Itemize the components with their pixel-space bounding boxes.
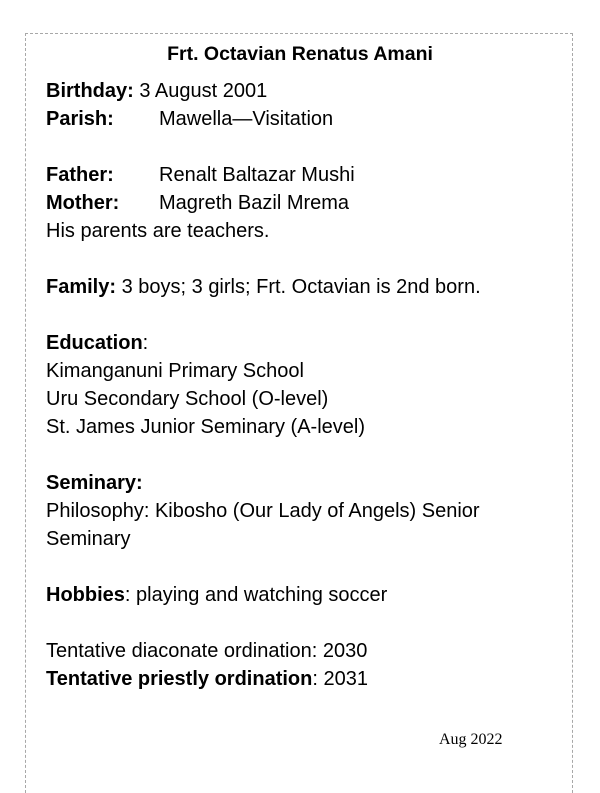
parish-row [46,105,566,133]
priestly-label: Tentative priestly ordination [46,668,313,690]
parents-note: His parents are teachers. [46,220,270,242]
birthday-label: Birthday: [46,80,134,102]
profile-card [25,33,573,793]
mother-row [46,189,566,217]
mother-value: Magreth Bazil Mrema [159,192,350,214]
father-value: Renalt Baltazar Mushi [159,164,355,186]
priestly-ordination-row [46,665,566,693]
education-label: Education [46,332,143,354]
spacer [46,441,566,469]
birthday-value: 3 August 2001 [139,80,268,102]
father-label: Father: [46,164,114,186]
family-value: 3 boys; 3 girls; Frt. Octavian is 2nd born. [121,276,481,298]
seminary-label: Seminary: [46,472,143,494]
spacer [46,609,566,637]
profile-content [46,77,566,693]
date-stamp: Aug 2022 [439,731,503,748]
education-item: St. James Junior Seminary (A-level) [46,416,365,438]
spacer [46,133,566,161]
father-row [46,161,566,189]
hobbies-row [46,581,566,609]
seminary-line-2: Seminary [46,528,131,550]
education-heading [46,329,566,357]
seminary-line-1: Philosophy: Kibosho (Our Lady of Angels) Senior [46,500,480,522]
priestly-value: : 2031 [312,668,368,690]
spacer [46,301,566,329]
spacer [46,245,566,273]
hobbies-value: : playing and watching soccer [124,584,388,606]
education-item: Kimanganuni Primary School [46,360,304,382]
hobbies-label: Hobbies [46,584,125,606]
family-label: Family: [46,276,117,298]
spacer [46,553,566,581]
parish-label: Parish: [46,108,114,130]
mother-label: Mother: [46,192,120,214]
page-title: Frt. Octavian Renatus Amani [167,43,433,65]
family-row [46,273,566,301]
education-colon: : [142,332,149,354]
diaconate-ordination: Tentative diaconate ordination: 2030 [46,640,368,662]
education-item: Uru Secondary School (O-level) [46,388,329,410]
birthday-row [46,77,566,105]
parish-value: Mawella—Visitation [159,108,334,130]
